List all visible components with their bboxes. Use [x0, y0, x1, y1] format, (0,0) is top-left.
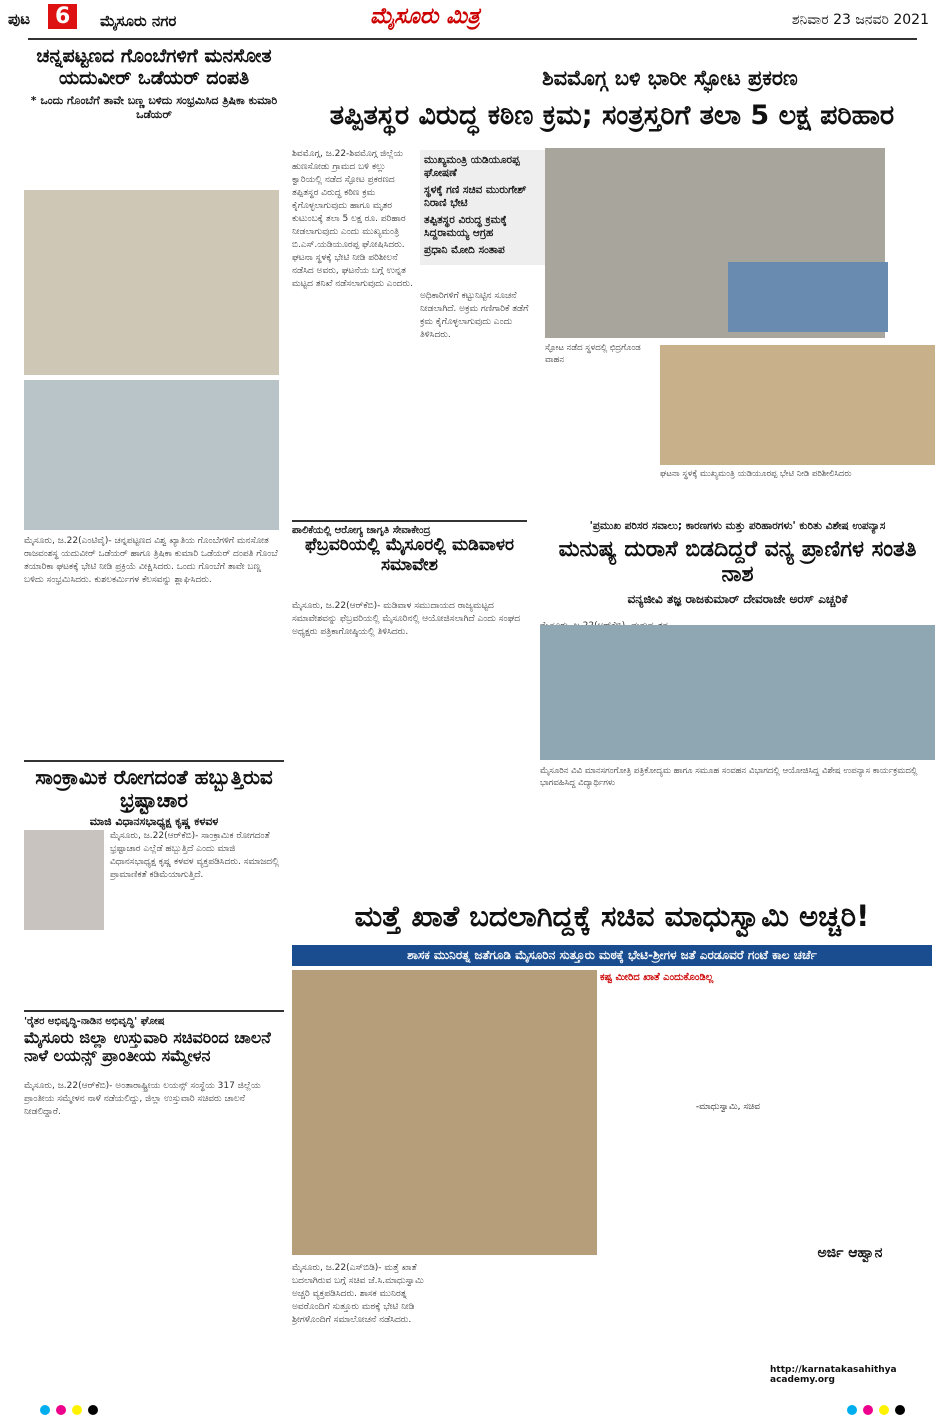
group-photo	[24, 380, 279, 530]
registration-marks-left	[40, 1405, 98, 1415]
mid-left-story-body: ಮೈಸೂರು, ಜ.22(ಆರ್‌ಕೆಬಿ)- ಮಡಿವಾಳ ಸಮುದಾಯದ ರಾಜ್ಯಮಟ್ಟದ ಸಮಾವೇಶವನ್ನು ಫೆಬ್ರವರಿಯಲ್ಲಿ ಮೈಸೂರಿನಲ್ಲಿ ಆಯೋಜಿಸಲಾಗಿದೆ ಎಂದು ಸಂಘದ ಅಧ್ಯಕ್ಷರು ಪತ್ರಿಕಾಗೋಷ್ಠಿಯಲ್ಲಿ ತಿಳಿಸಿದರು.	[292, 601, 521, 637]
page-label: ಪುಟ	[8, 10, 31, 28]
bullet-item: ತಪ್ಪಿತಸ್ಥರ ವಿರುದ್ಧ ಕ್ರಮಕ್ಕೆ ಸಿದ್ದರಾಮಯ್ಯ ಆಗ್ರಹ	[424, 214, 507, 239]
photo-caption-1: ಸ್ಫೋಟ ನಡೆದ ಸ್ಥಳದಲ್ಲಿ ಛಿದ್ರಗೊಂಡ ವಾಹನ	[545, 343, 641, 365]
registration-marks-right	[847, 1405, 905, 1415]
photo-caption-2: ಘಟನಾ ಸ್ಥಳಕ್ಕೆ ಮುಖ್ಯಮಂತ್ರಿ ಯಡಿಯೂರಪ್ಪ ಭೇಟಿ ನೀಡಿ ಪರಿಶೀಲಿಸಿದರು	[660, 469, 852, 479]
kicker: 'ರೈತರ ಅಭಿವೃದ್ಧಿ-ನಾಡಿನ ಅಭಿವೃದ್ಧಿ' ಘೋಷ	[24, 1016, 165, 1027]
section-title: ಮೈಸೂರು ನಗರ	[100, 12, 177, 30]
masthead: ಮೈಸೂರು ಮಿತ್ರ	[370, 4, 480, 29]
top-story-side-text: ಅಧಿಕಾರಿಗಳಿಗೆ ಕಟ್ಟುನಿಟ್ಟಿನ ಸೂಚನೆ ನೀಡಲಾಗಿದೆ. ಅಕ್ರಮ ಗಣಿಗಾರಿಕೆ ತಡೆಗೆ ಕ್ರಮ ಕೈಗೊಳ್ಳಲಾಗುವುದು ಎಂದು ತಿಳಿಸಿದರು.	[420, 291, 529, 340]
bullet-item: ಸ್ಥಳಕ್ಕೆ ಗಣಿ ಸಚಿವ ಮುರುಗೇಶ್ ನಿರಾಣಿ ಭೇಟಿ	[424, 184, 527, 209]
top-story-body: ಶಿವಮೊಗ್ಗ, ಜ.22-ಶಿವಮೊಗ್ಗ ಜಿಲ್ಲೆಯ ಹುಣಸೋಡು ಗ್ರಾಮದ ಬಳಿ ಕಲ್ಲು ಕ್ವಾರಿಯಲ್ಲಿ ನಡೆದ ಸ್ಫೋಟ ಪ್ರಕರಣದ ತಪ್ಪಿತಸ್ಥರ ವಿರುದ್ಧ ಕಠಿಣ ಕ್ರಮ ಕೈಗೊಳ್ಳಲಾಗುವುದು ಹಾಗೂ ಮೃತರ ಕುಟುಂಬಕ್ಕೆ ತಲಾ 5 ಲಕ್ಷ ರೂ. ಪರಿಹಾರ ನೀಡಲಾಗುವುದು ಎಂದು ಮುಖ್ಯಮಂತ್ರಿ ಬಿ.ಎಸ್.ಯಡಿಯೂರಪ್ಪ ಘೋಷಿಸಿದರು. ಘಟನಾ ಸ್ಥಳಕ್ಕೆ ಭೇಟಿ ನೀಡಿ ಪರಿಶೀಲನೆ ನಡೆಸಿದ ಅವರು, ಘಟನೆಯ ಬಗ್ಗೆ ಉನ್ನತ ಮಟ್ಟದ ತನಿಖೆ ನಡೆಸಲಾಗುವುದು ಎಂದರು.	[292, 149, 413, 289]
toy-factory-photo	[24, 190, 279, 375]
headline: ಚನ್ನಪಟ್ಟಣದ ಗೊಂಬೆಗಳಿಗೆ ಮನಸೋತ ಯದುವೀರ್ ಒಡೆಯರ್ ದಂಪತಿ	[36, 45, 272, 89]
magenta-dot	[863, 1405, 873, 1415]
yellow-dot	[72, 1405, 82, 1415]
yellow-dot	[879, 1405, 889, 1415]
side-kicker: ಕಷ್ಟ ಮೀರಿದ ಖಾತೆ ಎಂದುಕೊಂಡಿಲ್ಲ	[600, 972, 714, 983]
left-story-2	[24, 760, 284, 829]
notice-title: ಅರ್ಜಿ ಆಹ್ವಾನ	[817, 1245, 883, 1261]
vehicle-photo	[728, 262, 888, 332]
black-dot	[895, 1405, 905, 1415]
bullet-item: ಮುಖ್ಯಮಂತ್ರಿ ಯಡಿಯೂರಪ್ಪ ಘೋಷಣೆ	[424, 154, 520, 179]
quote-credit: -ಮಾಧುಸ್ವಾಮಿ, ಸಚಿವ	[695, 1102, 760, 1112]
subhead: ಮಾಜಿ ವಿಧಾನಸಭಾಧ್ಯಕ್ಷ ಕೃಷ್ಣ ಕಳವಳ	[89, 815, 219, 828]
left-story-3-body: ಮೈಸೂರು, ಜ.22(ಆರ್‌ಕೆಬಿ)- ಅಂತಾರಾಷ್ಟ್ರೀಯ ಲಯನ್ಸ್ ಸಂಸ್ಥೆಯ 317 ಜಿಲ್ಲೆಯ ಪ್ರಾಂತೀಯ ಸಮ್ಮೇಳನ ನಾಳೆ ನಡೆಯಲಿದ್ದು, ಜಿಲ್ಲಾ ಉಸ್ತುವಾರಿ ಸಚಿವರು ಚಾಲನೆ ನೀಡಲಿದ್ದಾರೆ.	[24, 1081, 261, 1117]
magenta-dot	[56, 1405, 66, 1415]
bottom-story-body: ಮೈಸೂರು, ಜ.22(ಎಸ್‌ಬಿಡಿ)- ಮತ್ತೆ ಖಾತೆ ಬದಲಾಗಿರುವ ಬಗ್ಗೆ ಸಚಿವ ಜೆ.ಸಿ.ಮಾಧುಸ್ವಾಮಿ ಅಚ್ಚರಿ ವ್ಯಕ್ತಪಡಿಸಿದರು. ಶಾಸಕ ಮುನಿರತ್ನ ಅವರೊಂದಿಗೆ ಸುತ್ತೂರು ಮಠಕ್ಕೆ ಭೇಟಿ ನೀಡಿ ಶ್ರೀಗಳೊಂದಿಗೆ ಸಮಾಲೋಚನೆ ನಡೆಸಿದರು.	[292, 1263, 424, 1325]
headline: ಮೈಸೂರು ಜಿಲ್ಲಾ ಉಸ್ತುವಾರಿ ಸಚಿವರಿಂದ ಚಾಲನೆ ನಾಳೆ ಲಯನ್ಸ್ ಪ್ರಾಂತೀಯ ಸಮ್ಮೇಳನ	[24, 1028, 271, 1066]
cyan-dot	[40, 1405, 50, 1415]
left-story-1	[24, 46, 284, 122]
black-dot	[88, 1405, 98, 1415]
header-rule	[28, 38, 917, 40]
portrait-photo	[24, 830, 104, 930]
bottom-story-subhead: ಶಾಸಕ ಮುನಿರತ್ನ ಜತೆಗೂಡಿ ಮೈಸೂರಿನ ಸುತ್ತೂರು ಮಠಕ್ಕೆ ಭೇಟಿ-ಶ್ರೀಗಳ ಜತೆ ಎರಡೂವರೆ ಗಂಟೆ ಕಾಲ ಚರ್ಚೆ	[292, 945, 932, 966]
kicker: ಪಾಲಿಕೆಯಲ್ಲಿ ಆರೋಗ್ಯ ಜಾಗೃತಿ ಸೇವಾಕೇಂದ್ರ	[292, 525, 431, 536]
subhead: ವನ್ಯಜೀವಿ ತಜ್ಞ ರಾಜಕುಮಾರ್ ದೇವರಾಜೇ ಅರಸ್ ಎಚ್ಚರಿಕೆ	[627, 591, 848, 606]
students-photo-caption: ಮೈಸೂರಿನ ವಿವಿ ಮಾನಸಗಂಗೋತ್ರಿ ಪತ್ರಿಕೋದ್ಯಮ ಹಾಗೂ ಸಮೂಹ ಸಂವಹನ ವಿಭಾಗದಲ್ಲಿ ಆಯೋಜಿಸಿದ್ದ ವಿಶೇಷ ಉಪನ್ಯಾಸ ಕಾರ್ಯಕ್ರಮದಲ್ಲಿ ಭಾಗವಹಿಸಿದ್ದ ವಿದ್ಯಾರ್ಥಿಗಳು	[540, 766, 918, 788]
headline: ಮನುಷ್ಯ ದುರಾಸೆ ಬಿಡದಿದ್ದರೆ ವನ್ಯ ಪ್ರಾಣಿಗಳ ಸಂತತಿ ನಾಶ	[558, 537, 917, 588]
mid-right-story	[540, 520, 935, 607]
top-story-headline: ತಪ್ಪಿತಸ್ಥರ ವಿರುದ್ಧ ಕಠಿಣ ಕ್ರಮ; ಸಂತ್ರಸ್ತರಿಗೆ ತಲಾ 5 ಲಕ್ಷ ಪರಿಹಾರ	[329, 100, 895, 131]
cm-visit-photo	[660, 345, 935, 465]
top-story-kicker: ಶಿವಮೊಗ್ಗ ಬಳಿ ಭಾರೀ ಸ್ಫೋಟ ಪ್ರಕರಣ	[542, 66, 798, 90]
subhead: * ಒಂದು ಗೊಂಬೆಗೆ ತಾವೇ ಬಣ್ಣ ಬಳಿದು ಸಂಭ್ರಮಿಸಿದ ತ್ರಿಷಿಕಾ ಕುಮಾರಿ ಒಡೆಯರ್	[30, 93, 278, 121]
mid-left-story	[292, 520, 527, 575]
notice-url: http://karnatakasahithya academy.org	[770, 1365, 897, 1385]
page-number: 6	[48, 4, 77, 29]
headline: ಫೆಬ್ರವರಿಯಲ್ಲಿ ಮೈಸೂರಲ್ಲಿ ಮಡಿವಾಳರ ಸಮಾವೇಶ	[305, 535, 514, 575]
issue-date: ಶನಿವಾರ 23 ಜನವರಿ 2021	[791, 12, 929, 28]
headline: ಸಾಂಕ್ರಾಮಿಕ ರೋಗದಂತೆ ಹಬ್ಬುತ್ತಿರುವ ಭ್ರಷ್ಟಾಚಾರ	[35, 765, 273, 812]
students-group-photo	[540, 625, 935, 760]
bottom-story-headline: ಮತ್ತೆ ಖಾತೆ ಬದಲಾಗಿದ್ದಕ್ಕೆ ಸಚಿವ ಮಾಧುಸ್ವಾಮಿ ಅಚ್ಚರಿ!	[354, 899, 870, 933]
bullet-box	[420, 150, 548, 265]
left-story-2-body: ಮೈಸೂರು, ಜ.22(ಆರ್‌ಕೆಬಿ)- ಸಾಂಕ್ರಾಮಿಕ ರೋಗದಂತೆ ಭ್ರಷ್ಟಾಚಾರ ಎಲ್ಲೆಡೆ ಹಬ್ಬುತ್ತಿದೆ ಎಂದು ಮಾಜಿ ವಿಧಾನಸಭಾಧ್ಯಕ್ಷ ಕೃಷ್ಣ ಕಳವಳ ವ್ಯಕ್ತಪಡಿಸಿದರು. ಸಮಾಜದಲ್ಲಿ ಪ್ರಾಮಾಣಿಕತೆ ಕಡಿಮೆಯಾಗುತ್ತಿದೆ.	[110, 831, 279, 880]
left-story-3	[24, 1010, 284, 1066]
mutt-visit-photo	[292, 970, 597, 1255]
kicker: 'ಪ್ರಮುಖ ಪರಿಸರ ಸವಾಲು; ಕಾರಣಗಳು ಮತ್ತು ಪರಿಹಾರಗಳು' ಕುರಿತು ವಿಶೇಷ ಉಪನ್ಯಾಸ	[589, 520, 886, 532]
left-story-1-body: ಮೈಸೂರು, ಜ.22(ಎಂಟಿವೈ)- ಚನ್ನಪಟ್ಟಣದ ವಿಶ್ವ ಖ್ಯಾತಿಯ ಗೊಂಬೆಗಳಿಗೆ ಮನಸೋತ ರಾಜವಂಶಸ್ಥ ಯದುವೀರ್ ಒಡೆಯರ್ ಹಾಗೂ ತ್ರಿಷಿಕಾ ಕುಮಾರಿ ಒಡೆಯರ್ ದಂಪತಿ ಗೊಂಬೆ ತಯಾರಿಕಾ ಘಟಕಕ್ಕೆ ಭೇಟಿ ನೀಡಿ ಪ್ರಕ್ರಿಯೆ ವೀಕ್ಷಿಸಿದರು. ಒಂದು ಗೊಂಬೆಗೆ ತಾವೇ ಬಣ್ಣ ಬಳಿದು ಸಂಭ್ರಮಿಸಿದರು. ಕುಶಲಕರ್ಮಿಗಳ ಕೆಲಸವನ್ನು ಶ್ಲಾಘಿಸಿದರು.	[24, 536, 278, 585]
bullet-item: ಪ್ರಧಾನಿ ಮೋದಿ ಸಂತಾಪ	[424, 244, 505, 256]
cyan-dot	[847, 1405, 857, 1415]
